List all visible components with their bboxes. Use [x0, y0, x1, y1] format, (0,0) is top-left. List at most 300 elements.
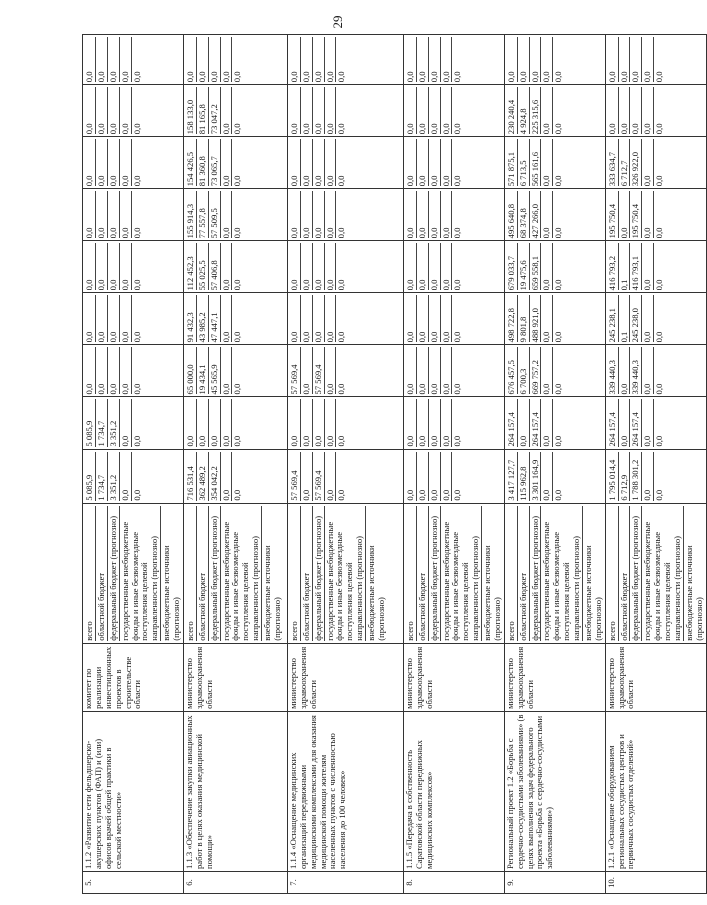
amount-value: 0,0 [288, 175, 299, 187]
funding-source-label: всего [505, 621, 516, 641]
amount-value: 0,0 [552, 37, 564, 82]
table-row [605, 35, 706, 894]
funding-source-label: областной бюджет [416, 506, 428, 641]
funding-source-label: всего [606, 621, 617, 641]
amount-value: 0,0 [95, 87, 107, 134]
amount-value: 0,0 [540, 191, 552, 238]
amount-value: 0,0 [312, 139, 324, 186]
amount-value: 0,0 [540, 399, 552, 446]
amount-value: 0,0 [618, 37, 630, 82]
amount-value: 0,0 [288, 123, 299, 135]
amount-value: 0,0 [653, 399, 665, 446]
amount-column-cell [504, 189, 605, 241]
amount-column-cell [83, 85, 184, 137]
amount-value: 0,0 [440, 347, 452, 394]
amount-value: 81 165,8 [196, 87, 208, 134]
amount-column-cell [83, 137, 184, 189]
amount-value: 0,0 [451, 139, 463, 186]
table-row [504, 35, 605, 894]
amount-value: 0,0 [653, 87, 665, 134]
amount-value: 5 085,9 [84, 474, 94, 501]
amount-value: 0,0 [231, 139, 243, 186]
amount-value: 0,0 [300, 243, 312, 290]
amount-value: 154 426,5 [184, 151, 195, 187]
funding-source-label: внебюджетные источники (прогнозно) [365, 506, 387, 641]
amount-value: 0,0 [208, 399, 220, 446]
amount-value: 0,0 [404, 279, 415, 291]
amount-column-cell [287, 293, 403, 345]
amount-column-cell [83, 241, 184, 293]
amount-value: 0,0 [131, 139, 143, 186]
amount-value: 0,0 [428, 452, 440, 501]
amount-column-cell [504, 241, 605, 293]
amount-value: 0,0 [220, 87, 232, 134]
amount-value: 0,0 [428, 295, 440, 342]
amount-value: 0,0 [231, 37, 243, 82]
amount-value: 0,0 [107, 37, 119, 82]
funding-source-label: федеральный бюджет (прогнозно) [107, 506, 119, 641]
funding-source-label: внебюджетные источники (прогнозно) [683, 506, 705, 641]
amount-value: 0,1 [618, 243, 630, 290]
amount-value: 0,0 [231, 399, 243, 446]
budget-table [82, 34, 707, 894]
amount-value: 0,0 [416, 399, 428, 446]
amount-value: 0,0 [288, 279, 299, 291]
amount-column-cell [605, 137, 706, 189]
amount-value: 0,0 [552, 87, 564, 134]
amount-value: 0,0 [629, 87, 641, 134]
amount-value: 0,0 [641, 243, 653, 290]
amount-column-cell [605, 397, 706, 449]
amount-value: 0,0 [552, 399, 564, 446]
amount-value: 0,0 [404, 71, 415, 83]
amount-column-cell [287, 345, 403, 397]
amount-value: 0,0 [440, 87, 452, 134]
amount-column-cell [287, 35, 403, 85]
measure-name-cell: 1.2.1 «Оснащение оборудованием региональных сосудистых центров и первичных сосудистых отделений» [605, 711, 706, 871]
amount-value: 0,0 [552, 452, 564, 501]
funding-source-label: всего [404, 621, 415, 641]
executor-cell: министерство здравоохранения области [605, 643, 706, 711]
amount-column-cell [403, 345, 504, 397]
funding-source-label: областной бюджет [95, 506, 107, 641]
amount-value: 0,0 [95, 191, 107, 238]
amount-value: 0,0 [119, 243, 131, 290]
amount-value: 0,0 [231, 452, 243, 501]
amount-value: 0,0 [300, 191, 312, 238]
funding-source-label: федеральный бюджет (прогнозно) [629, 506, 641, 641]
amount-value: 0,0 [404, 435, 415, 447]
amount-value: 0,0 [335, 87, 347, 134]
table-row [183, 35, 287, 894]
amount-value: 0,0 [653, 452, 665, 501]
amount-value: 0,0 [119, 37, 131, 82]
row-number-cell: 10. [605, 871, 706, 893]
amount-value: 0,0 [119, 295, 131, 342]
amount-value: 1 795 014,4 [606, 459, 617, 501]
row-number-cell: 5. [83, 871, 184, 893]
amount-value: 0,0 [540, 37, 552, 82]
amount-value: 0,0 [641, 295, 653, 342]
amount-value: 0,0 [629, 37, 641, 82]
amount-value: 245 238,1 [606, 308, 617, 343]
amount-column-cell [504, 293, 605, 345]
amount-value: 6 700,3 [517, 347, 529, 394]
amount-column-cell [403, 397, 504, 449]
amount-value: 0,0 [84, 383, 94, 395]
amount-value: 0,0 [196, 399, 208, 446]
amount-column-cell [403, 85, 504, 137]
funding-source-cell [504, 503, 605, 643]
amount-value: 571 875,1 [505, 151, 516, 187]
amount-value: 0,0 [119, 452, 131, 501]
amount-value: 0,0 [324, 139, 336, 186]
amount-value: 0,0 [641, 87, 653, 134]
amount-value: 0,0 [231, 243, 243, 290]
amount-column-cell [183, 137, 287, 189]
row-number-cell: 7. [287, 871, 403, 893]
amount-value: 354 042,2 [208, 452, 220, 501]
measure-name-cell: Региональный проект 1.2 «Борьба с сердечно-сосудистыми заболеваниями» (в целях выполнения задач федерального проекта «Борьба с сердечно-сосудистыми заболеваниями») [504, 711, 605, 871]
amount-column-cell [287, 397, 403, 449]
funding-source-label: всего [184, 621, 195, 641]
amount-value: 0,0 [324, 243, 336, 290]
amount-value: 0,0 [131, 452, 143, 501]
amount-value: 0,0 [517, 399, 529, 446]
amount-value: 0,0 [404, 227, 415, 239]
amount-value: 0,0 [300, 295, 312, 342]
amount-value: 0,0 [540, 139, 552, 186]
amount-value: 91 432,3 [184, 312, 195, 343]
amount-value: 0,0 [324, 347, 336, 394]
amount-value: 0,0 [312, 243, 324, 290]
table-row [287, 35, 403, 894]
amount-value: 0,0 [208, 37, 220, 82]
amount-value: 0,0 [540, 87, 552, 134]
amount-value: 0,0 [107, 191, 119, 238]
amount-value: 57 569,4 [312, 347, 324, 394]
amount-value: 0,0 [440, 452, 452, 501]
funding-source-cell [183, 503, 287, 643]
amount-value: 0,0 [220, 243, 232, 290]
amount-column-cell [287, 241, 403, 293]
amount-value: 0,0 [404, 123, 415, 135]
amount-column-cell [183, 345, 287, 397]
amount-value: 0,0 [131, 243, 143, 290]
amount-value: 0,0 [517, 37, 529, 82]
amount-column-cell [605, 449, 706, 503]
amount-value: 0,0 [95, 243, 107, 290]
amount-value: 57 569,4 [288, 364, 299, 395]
amount-value: 0,0 [618, 399, 630, 446]
amount-value: 0,0 [428, 399, 440, 446]
amount-value: 326 922,0 [629, 139, 641, 186]
amount-value: 1 734,7 [95, 399, 107, 446]
amount-value: 0,0 [220, 191, 232, 238]
page-number: 29 [330, 15, 345, 29]
amount-value: 264 157,4 [629, 399, 641, 446]
amount-value: 225 315,6 [529, 87, 541, 134]
amount-column-cell [83, 293, 184, 345]
amount-value: 0,0 [131, 399, 143, 446]
amount-value: 0,0 [440, 399, 452, 446]
amount-value: 0,0 [428, 347, 440, 394]
row-number-cell: 8. [403, 871, 504, 893]
amount-value: 0,0 [653, 191, 665, 238]
amount-value: 0,0 [540, 243, 552, 290]
amount-column-cell [83, 345, 184, 397]
amount-value: 43 985,2 [196, 295, 208, 342]
amount-value: 0,0 [416, 139, 428, 186]
amount-value: 416 793,1 [629, 243, 641, 290]
amount-column-cell [183, 189, 287, 241]
amount-value: 427 266,0 [529, 191, 541, 238]
amount-value: 0,0 [84, 175, 94, 187]
amount-value: 0,0 [552, 191, 564, 238]
amount-value: 0,0 [428, 37, 440, 82]
amount-value: 47 447,1 [208, 295, 220, 342]
amount-value: 57 509,5 [208, 191, 220, 238]
amount-value: 495 640,8 [505, 203, 516, 239]
amount-value: 0,0 [440, 295, 452, 342]
funding-source-cell [287, 503, 403, 643]
amount-value: 0,0 [416, 243, 428, 290]
amount-value: 0,0 [131, 87, 143, 134]
amount-value: 0,0 [451, 191, 463, 238]
amount-value: 0,0 [119, 139, 131, 186]
amount-value: 0,0 [552, 139, 564, 186]
funding-source-cell [83, 503, 184, 643]
amount-value: 0,0 [220, 295, 232, 342]
amount-value: 73 047,2 [208, 87, 220, 134]
amount-value: 0,0 [184, 71, 195, 83]
amount-value: 55 025,5 [196, 243, 208, 290]
amount-value: 0,0 [95, 37, 107, 82]
amount-value: 6 712,7 [618, 139, 630, 186]
funding-source-cell [605, 503, 706, 643]
amount-value: 0,0 [231, 295, 243, 342]
amount-column-cell [183, 35, 287, 85]
amount-value: 716 531,4 [184, 466, 195, 501]
amount-value: 0,0 [552, 347, 564, 394]
amount-value: 0,0 [416, 191, 428, 238]
amount-column-cell [403, 189, 504, 241]
amount-value: 0,0 [107, 295, 119, 342]
amount-value: 3 351,2 [107, 399, 119, 446]
amount-value: 0,0 [641, 37, 653, 82]
amount-value: 77 557,8 [196, 191, 208, 238]
amount-value: 0,0 [300, 347, 312, 394]
amount-value: 0,0 [95, 139, 107, 186]
amount-value: 0,0 [606, 123, 617, 135]
budget-table-body [83, 35, 707, 894]
amount-value: 0,0 [231, 87, 243, 134]
amount-column-cell [605, 35, 706, 85]
amount-value: 0,0 [196, 37, 208, 82]
amount-value: 0,0 [220, 37, 232, 82]
amount-column-cell [504, 449, 605, 503]
amount-value: 0,0 [231, 191, 243, 238]
amount-value: 0,0 [404, 175, 415, 187]
amount-value: 0,0 [416, 347, 428, 394]
amount-value: 0,0 [416, 452, 428, 501]
amount-value: 0,0 [552, 243, 564, 290]
amount-value: 0,0 [540, 452, 552, 501]
amount-column-cell [403, 293, 504, 345]
amount-value: 0,0 [618, 347, 630, 394]
amount-value: 0,0 [95, 347, 107, 394]
amount-value: 0,0 [220, 347, 232, 394]
amount-value: 0,0 [324, 295, 336, 342]
funding-source-label: государственные внебюджетные фонды и иные безвозмездные поступления целевой направленности (прогнозно) [540, 506, 582, 641]
funding-source-label: внебюджетные источники (прогнозно) [582, 506, 604, 641]
amount-value: 68 374,8 [517, 191, 529, 238]
amount-value: 0,0 [300, 37, 312, 82]
amount-value: 19 434,1 [196, 347, 208, 394]
measure-name-cell: 1.1.2 «Развитие сети фельдшерско-акушерских пунктов (ФАП) и (или) офисов врачей общей практики в сельской местности» [83, 711, 184, 871]
amount-value: 0,0 [451, 37, 463, 82]
funding-source-label: федеральный бюджет (прогнозно) [312, 506, 324, 641]
amount-value: 0,0 [440, 139, 452, 186]
amount-value: 81 360,8 [196, 139, 208, 186]
amount-value: 0,0 [440, 191, 452, 238]
amount-value: 4 924,8 [517, 87, 529, 134]
amount-value: 57 406,8 [208, 243, 220, 290]
amount-value: 0,0 [312, 191, 324, 238]
funding-source-label: государственные внебюджетные фонды и иные безвозмездные поступления целевой направленности (прогнозно) [440, 506, 482, 641]
amount-value: 230 240,4 [505, 99, 516, 135]
amount-value: 0,0 [335, 191, 347, 238]
amount-value: 0,0 [324, 37, 336, 82]
amount-value: 0,0 [288, 227, 299, 239]
amount-value: 0,0 [184, 435, 195, 447]
amount-value: 0,0 [404, 489, 415, 501]
amount-value: 0,0 [335, 139, 347, 186]
amount-value: 0,0 [300, 452, 312, 501]
amount-value: 45 565,9 [208, 347, 220, 394]
amount-value: 0,0 [312, 87, 324, 134]
amount-value: 0,0 [335, 243, 347, 290]
funding-source-label: государственные внебюджетные фонды и иные безвозмездные поступления целевой направленности (прогнозно) [641, 506, 683, 641]
amount-column-cell [183, 449, 287, 503]
amount-value: 0,0 [606, 71, 617, 83]
amount-column-cell [605, 241, 706, 293]
amount-value: 0,0 [428, 191, 440, 238]
amount-column-cell [403, 35, 504, 85]
amount-value: 0,0 [324, 191, 336, 238]
amount-value: 0,0 [335, 295, 347, 342]
amount-column-cell [83, 449, 184, 503]
amount-value: 0,0 [618, 87, 630, 134]
amount-value: 0,1 [618, 295, 630, 342]
amount-value: 0,0 [335, 37, 347, 82]
amount-value: 0,0 [428, 243, 440, 290]
amount-column-cell [605, 293, 706, 345]
amount-value: 57 569,4 [288, 470, 299, 501]
amount-column-cell [504, 85, 605, 137]
amount-value: 0,0 [451, 295, 463, 342]
amount-value: 0,0 [107, 87, 119, 134]
amount-value: 0,0 [288, 71, 299, 83]
amount-column-cell [287, 85, 403, 137]
funding-source-label: внебюджетные источники (прогнозно) [481, 506, 503, 641]
amount-value: 339 440,3 [629, 347, 641, 394]
amount-value: 0,0 [84, 123, 94, 135]
amount-value: 0,0 [84, 71, 94, 83]
amount-value: 6 712,9 [618, 452, 630, 501]
amount-value: 0,0 [107, 243, 119, 290]
amount-value: 676 457,5 [505, 360, 516, 395]
funding-source-label: государственные внебюджетные фонды и иные безвозмездные поступления целевой направленности (прогнозно) [220, 506, 262, 641]
funding-source-cell [403, 503, 504, 643]
amount-value: 0,0 [312, 399, 324, 446]
amount-value: 362 489,2 [196, 452, 208, 501]
amount-value: 6 713,5 [517, 139, 529, 186]
measure-name-cell: 1.1.3 «Обеспечение закупки авиационных работ в целях оказания медицинской помощи» [183, 711, 287, 871]
amount-value: 0,0 [300, 87, 312, 134]
amount-value: 0,0 [288, 331, 299, 343]
amount-value: 0,0 [641, 452, 653, 501]
funding-source-label: внебюджетные источники (прогнозно) [261, 506, 283, 641]
amount-value: 0,0 [641, 191, 653, 238]
amount-value: 0,0 [416, 37, 428, 82]
amount-value: 0,0 [107, 139, 119, 186]
amount-value: 488 921,0 [529, 295, 541, 342]
amount-value: 245 238,0 [629, 295, 641, 342]
amount-value: 264 157,4 [505, 412, 516, 447]
executor-cell: министерство здравоохранения области [504, 643, 605, 711]
amount-value: 0,0 [416, 87, 428, 134]
row-number-cell: 6. [183, 871, 287, 893]
amount-value: 0,0 [131, 295, 143, 342]
amount-value: 158 133,0 [184, 99, 195, 135]
amount-value: 0,0 [451, 243, 463, 290]
funding-source-label: областной бюджет [300, 506, 312, 641]
amount-value: 0,0 [107, 347, 119, 394]
amount-value: 19 475,6 [517, 243, 529, 290]
amount-value: 73 065,7 [208, 139, 220, 186]
amount-column-cell [605, 189, 706, 241]
amount-value: 0,0 [451, 452, 463, 501]
amount-value: 264 157,4 [606, 412, 617, 447]
amount-value: 65 000,0 [184, 364, 195, 395]
amount-column-cell [605, 345, 706, 397]
amount-column-cell [287, 137, 403, 189]
amount-value: 0,0 [131, 37, 143, 82]
amount-value: 0,0 [312, 37, 324, 82]
measure-name-cell: 1.1.4 «Оснащение медицинских организаций передвижными медицинскими комплексами для оказания медицинской помощи жителям населенных пунктов с численностью населения до 100 человек» [287, 711, 403, 871]
amount-value: 0,0 [324, 399, 336, 446]
table-row [403, 35, 504, 894]
amount-value: 0,0 [552, 295, 564, 342]
funding-source-label: областной бюджет [196, 506, 208, 641]
funding-source-label: областной бюджет [618, 506, 630, 641]
amount-value: 0,0 [428, 139, 440, 186]
amount-column-cell [605, 85, 706, 137]
amount-column-cell [83, 35, 184, 85]
amount-column-cell [83, 189, 184, 241]
amount-value: 0,0 [324, 87, 336, 134]
funding-source-label: внебюджетные источники (прогнозно) [160, 506, 182, 641]
amount-value: 0,0 [451, 399, 463, 446]
amount-value: 115 962,8 [517, 452, 529, 501]
amount-value: 0,0 [653, 347, 665, 394]
amount-value: 1 788 301,2 [629, 452, 641, 501]
amount-value: 0,0 [428, 87, 440, 134]
amount-column-cell [504, 345, 605, 397]
amount-value: 5 085,9 [84, 420, 94, 447]
amount-column-cell [403, 449, 504, 503]
